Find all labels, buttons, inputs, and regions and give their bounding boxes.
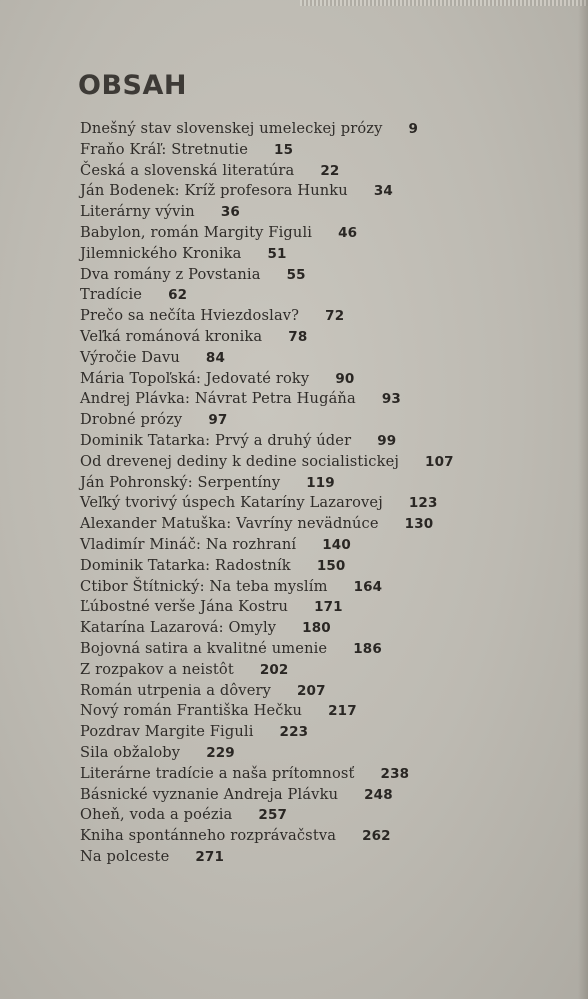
- toc-entry-page-number: 99: [377, 432, 397, 449]
- toc-entry-page-number: 180: [302, 620, 331, 637]
- toc-entry-page-number: 90: [335, 370, 355, 387]
- toc-entry: [80, 181, 580, 202]
- toc-entry-title: Dominik Tatarka: Prvý a druhý úder: [80, 431, 352, 449]
- toc-entry-title: Veľký tvorivý úspech Kataríny Lazarovej: [80, 494, 383, 512]
- toc-entry: [80, 805, 580, 826]
- toc-entry: [80, 327, 580, 348]
- toc-entry-page-number: 15: [274, 141, 294, 158]
- toc-entry-page-number: 248: [364, 786, 393, 803]
- toc-entry-title: Ľúbostné verše Jána Kostru: [80, 598, 289, 616]
- toc-entry-page-number: 186: [353, 640, 382, 657]
- toc-entry: [80, 743, 580, 764]
- toc-entry-title: Sila obžaloby: [80, 743, 181, 761]
- toc-entry: [80, 577, 580, 598]
- toc-entry-page-number: 262: [362, 828, 391, 845]
- toc-entry-title: Katarína Lazarová: Omyly: [80, 619, 277, 637]
- toc-entry-title: Veľká románová kronika: [80, 327, 263, 345]
- toc-entry-title: Drobné prózy: [80, 411, 183, 429]
- toc-entry-page-number: 229: [206, 744, 235, 761]
- toc-entry-page-number: 202: [259, 661, 289, 678]
- toc-entry-page-number: 51: [267, 245, 287, 262]
- toc-entry: [80, 639, 580, 660]
- toc-entry-title: Mária Topoľská: Jedovaté roky: [80, 369, 310, 387]
- toc-entry-title: Na polceste: [80, 847, 170, 865]
- page-top-edge: [300, 0, 588, 6]
- toc-entry: [80, 597, 580, 618]
- toc-entry-title: Dominik Tatarka: Radostník: [80, 556, 291, 574]
- toc-entry-title: Ján Bodenek: Kríž profesora Hunku: [80, 182, 348, 200]
- toc-entry-page-number: 130: [404, 516, 434, 533]
- toc-entry: [80, 701, 580, 722]
- toc-entry-title: Literárne tradície a naša prítomnosť: [80, 764, 355, 782]
- toc-entry: [80, 265, 580, 286]
- toc-entry-page-number: 207: [297, 682, 326, 699]
- toc-entry: [80, 369, 580, 390]
- toc-entry-page-number: 171: [314, 599, 343, 616]
- toc-entry-title: Oheň, voda a poézia: [80, 806, 233, 824]
- toc-entry: [80, 119, 580, 140]
- toc-entry-title: Kniha spontánneho rozprávačstva: [80, 827, 337, 845]
- toc-entry-page-number: 223: [279, 724, 309, 741]
- toc-entry-page-number: 72: [325, 308, 345, 325]
- table-of-contents: [80, 119, 580, 868]
- toc-entry: [80, 410, 580, 431]
- toc-entry-page-number: 164: [353, 578, 383, 595]
- toc-entry-page-number: 78: [288, 328, 308, 345]
- toc-entry-title: Andrej Plávka: Návrat Petra Hugáňa: [80, 390, 356, 408]
- toc-entry-title: Ctibor Štítnický: Na teba myslím: [80, 577, 328, 595]
- toc-entry-page-number: 93: [381, 391, 401, 408]
- toc-entry-title: Pozdrav Margite Figuli: [80, 723, 254, 741]
- toc-entry: [80, 785, 580, 806]
- toc-entry-page-number: 9: [408, 121, 419, 137]
- toc-entry-page-number: 140: [322, 536, 351, 553]
- toc-entry: [80, 514, 580, 535]
- toc-entry-page-number: 34: [373, 183, 393, 200]
- toc-entry-title: Román utrpenia a dôvery: [80, 681, 271, 699]
- toc-entry: [80, 223, 580, 244]
- toc-entry-page-number: 123: [408, 495, 438, 512]
- toc-entry: [80, 161, 580, 182]
- toc-entry: [80, 618, 580, 639]
- toc-entry-title: Výročie Davu: [80, 348, 180, 366]
- toc-entry-page-number: 119: [306, 474, 335, 491]
- toc-entry-page-number: 36: [220, 204, 240, 221]
- toc-entry-title: Fraňo Kráľ: Stretnutie: [80, 140, 249, 158]
- toc-entry-title: Bojovná satira a kvalitné umenie: [80, 639, 328, 657]
- toc-entry-page-number: 97: [208, 412, 228, 429]
- toc-entry-page-number: 271: [195, 848, 224, 865]
- toc-entry-title: Od drevenej dediny k dedine socialistickej: [80, 452, 400, 470]
- toc-entry-title: Básnické vyznanie Andreja Plávku: [80, 785, 339, 803]
- toc-entry: [80, 556, 580, 577]
- toc-entry-title: Nový román Františka Hečku: [80, 702, 303, 720]
- toc-entry: [80, 473, 580, 494]
- toc-entry: [80, 535, 580, 556]
- toc-entry-title: Literárny vývin: [80, 203, 195, 221]
- toc-entry-page-number: 62: [168, 287, 188, 304]
- toc-entry: [80, 244, 580, 265]
- toc-entry-page-number: 55: [286, 266, 306, 283]
- toc-entry: [80, 452, 580, 473]
- toc-entry: [80, 660, 580, 681]
- toc-entry: [80, 847, 580, 868]
- toc-entry: [80, 285, 580, 306]
- toc-entry-title: Prečo sa nečíta Hviezdoslav?: [80, 307, 300, 325]
- toc-entry-page-number: 257: [258, 807, 288, 824]
- contents-heading: OBSAH: [78, 70, 187, 101]
- toc-entry: [80, 389, 580, 410]
- toc-entry: [80, 140, 580, 161]
- toc-entry: [80, 306, 580, 327]
- toc-entry: [80, 826, 580, 847]
- toc-entry-title: Dnešný stav slovenskej umeleckej prózy: [80, 120, 383, 137]
- toc-entry-title: Česká a slovenská literatúra: [80, 161, 295, 179]
- toc-entry-title: Jilemnického Kronika: [80, 244, 242, 262]
- toc-entry: [80, 431, 580, 452]
- toc-entry-page-number: 22: [320, 162, 340, 179]
- toc-entry-page-number: 217: [328, 703, 357, 720]
- toc-entry-title: Dva romány z Povstania: [80, 265, 261, 283]
- toc-entry-page-number: 150: [316, 557, 346, 574]
- toc-entry: [80, 202, 580, 223]
- toc-entry-title: Vladimír Mináč: Na rozhraní: [80, 535, 297, 553]
- toc-entry-title: Tradície: [80, 286, 143, 304]
- toc-entry-title: Alexander Matuška: Vavríny nevädnúce: [80, 515, 379, 533]
- toc-entry-page-number: 238: [380, 765, 410, 782]
- toc-entry: [80, 722, 580, 743]
- toc-entry: [80, 764, 580, 785]
- toc-entry-title: Babylon, román Margity Figuli: [80, 223, 313, 241]
- toc-entry: [80, 493, 580, 514]
- toc-entry-page-number: 84: [205, 349, 226, 366]
- toc-entry-page-number: 46: [338, 224, 358, 241]
- toc-entry-title: Z rozpakov a neistôt: [80, 660, 234, 678]
- toc-entry-title: Ján Pohronský: Serpentíny: [80, 473, 281, 491]
- toc-entry: [80, 681, 580, 702]
- toc-entry: [80, 348, 580, 369]
- toc-entry-page-number: 107: [425, 453, 454, 470]
